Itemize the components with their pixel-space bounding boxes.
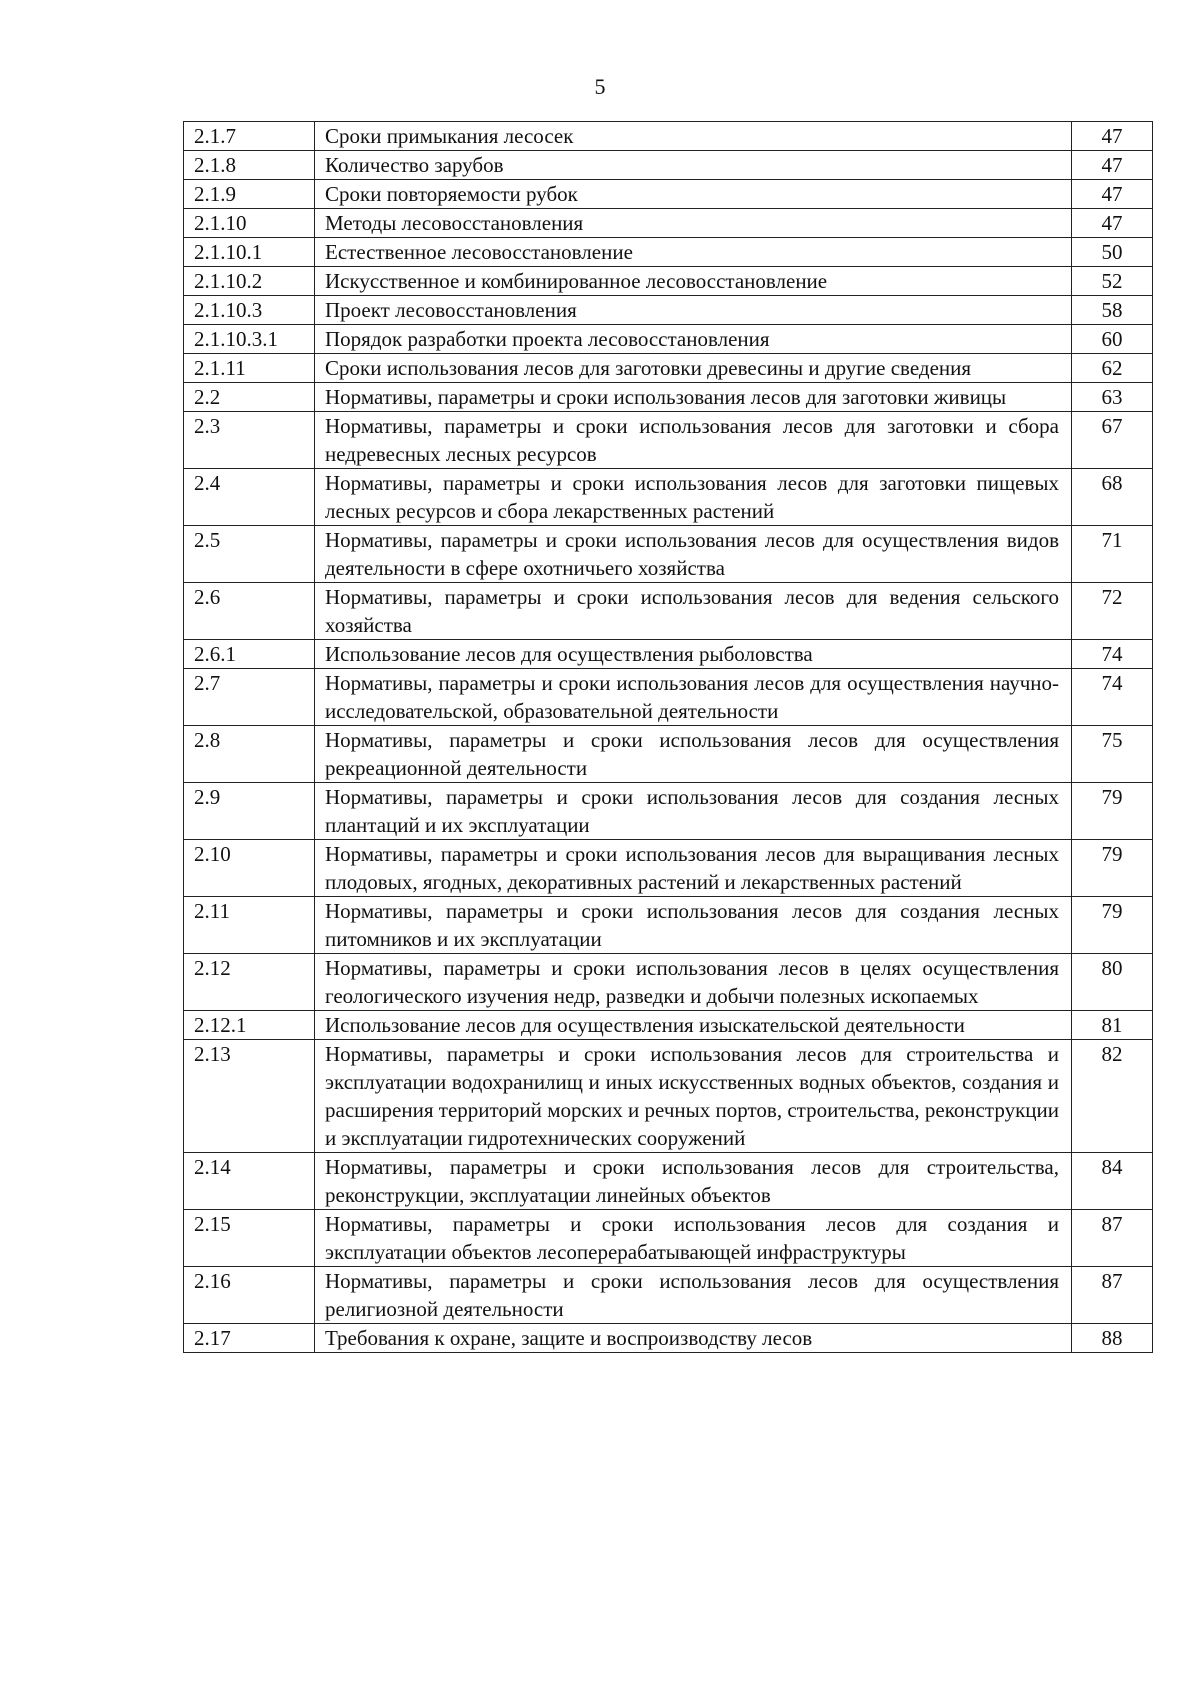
toc-row <box>184 209 1153 238</box>
toc-page-number: 81 <box>1072 1011 1153 1040</box>
toc-section-number: 2.9 <box>184 783 315 840</box>
toc-section-number: 2.16 <box>184 1267 315 1324</box>
toc-row <box>184 1267 1153 1324</box>
toc-page-number: 62 <box>1072 354 1153 383</box>
toc-section-number: 2.4 <box>184 469 315 526</box>
toc-row <box>184 354 1153 383</box>
toc-section-number: 2.11 <box>184 897 315 954</box>
toc-section-title: Нормативы, параметры и сроки использования лесов для выращивания лесных плодовых, ягодных, декоративных растений и лекарственных растений <box>315 840 1072 897</box>
toc-row <box>184 726 1153 783</box>
toc-page-number: 80 <box>1072 954 1153 1011</box>
toc-body <box>184 122 1153 1353</box>
toc-section-number: 2.14 <box>184 1153 315 1210</box>
toc-row <box>184 296 1153 325</box>
toc-page-number: 79 <box>1072 840 1153 897</box>
toc-section-number: 2.15 <box>184 1210 315 1267</box>
toc-section-number: 2.8 <box>184 726 315 783</box>
toc-section-number: 2.6 <box>184 583 315 640</box>
toc-page-number: 60 <box>1072 325 1153 354</box>
toc-section-title: Проект лесовосстановления <box>315 296 1072 325</box>
toc-row <box>184 1011 1153 1040</box>
toc-section-number: 2.1.10 <box>184 209 315 238</box>
toc-section-title: Использование лесов для осуществления изыскательской деятельности <box>315 1011 1072 1040</box>
toc-row <box>184 1324 1153 1353</box>
toc-page-number: 74 <box>1072 640 1153 669</box>
toc-page-number: 84 <box>1072 1153 1153 1210</box>
toc-row <box>184 1153 1153 1210</box>
toc-section-title: Нормативы, параметры и сроки использования лесов для ведения сельского хозяйства <box>315 583 1072 640</box>
toc-row <box>184 267 1153 296</box>
toc-section-number: 2.10 <box>184 840 315 897</box>
toc-section-number: 2.12.1 <box>184 1011 315 1040</box>
toc-page-number: 47 <box>1072 209 1153 238</box>
toc-page-number: 67 <box>1072 412 1153 469</box>
toc-section-number: 2.2 <box>184 383 315 412</box>
toc-page-number: 47 <box>1072 180 1153 209</box>
table-of-contents <box>183 121 1153 1353</box>
toc-row <box>184 238 1153 267</box>
toc-section-title: Нормативы, параметры и сроки использования лесов для заготовки живицы <box>315 383 1072 412</box>
toc-row <box>184 151 1153 180</box>
toc-section-number: 2.1.9 <box>184 180 315 209</box>
toc-page-number: 75 <box>1072 726 1153 783</box>
toc-page-number: 74 <box>1072 669 1153 726</box>
toc-section-number: 2.6.1 <box>184 640 315 669</box>
toc-page-number: 82 <box>1072 1040 1153 1153</box>
toc-section-title: Сроки примыкания лесосек <box>315 122 1072 151</box>
toc-row <box>184 180 1153 209</box>
toc-page-number: 63 <box>1072 383 1153 412</box>
toc-section-title: Количество зарубов <box>315 151 1072 180</box>
toc-section-number: 2.1.8 <box>184 151 315 180</box>
toc-section-title: Нормативы, параметры и сроки использования лесов для осуществления рекреационной деятельности <box>315 726 1072 783</box>
toc-section-title: Нормативы, параметры и сроки использования лесов для осуществления видов деятельности в сфере охотничьего хозяйства <box>315 526 1072 583</box>
toc-section-title: Использование лесов для осуществления рыболовства <box>315 640 1072 669</box>
toc-section-title: Методы лесовосстановления <box>315 209 1072 238</box>
toc-page-number: 68 <box>1072 469 1153 526</box>
toc-row <box>184 526 1153 583</box>
toc-row <box>184 412 1153 469</box>
toc-section-title: Сроки повторяемости рубок <box>315 180 1072 209</box>
toc-page-number: 72 <box>1072 583 1153 640</box>
toc-section-number: 2.7 <box>184 669 315 726</box>
toc-row <box>184 840 1153 897</box>
toc-section-title: Нормативы, параметры и сроки использования лесов для создания и эксплуатации объектов лесоперерабатывающей инфраструктуры <box>315 1210 1072 1267</box>
toc-page-number: 87 <box>1072 1267 1153 1324</box>
page-number: 5 <box>594 74 606 99</box>
toc-section-title: Требования к охране, защите и воспроизводству лесов <box>315 1324 1072 1353</box>
toc-section-title: Нормативы, параметры и сроки использования лесов для создания лесных плантаций и их эксплуатации <box>315 783 1072 840</box>
toc-section-title: Нормативы, параметры и сроки использования лесов для заготовки пищевых лесных ресурсов и сбора лекарственных растений <box>315 469 1072 526</box>
toc-page-number: 50 <box>1072 238 1153 267</box>
toc-page-number: 58 <box>1072 296 1153 325</box>
toc-row <box>184 783 1153 840</box>
toc-section-number: 2.1.11 <box>184 354 315 383</box>
toc-section-title: Нормативы, параметры и сроки использования лесов для строительства и эксплуатации водохранилищ и иных искусственных водных объектов, создания и расширения территорий морских и речных портов, строительства, реконструкции и эксплуатации гидротехнических сооружений <box>315 1040 1072 1153</box>
toc-section-number: 2.5 <box>184 526 315 583</box>
toc-row <box>184 897 1153 954</box>
toc-section-title: Нормативы, параметры и сроки использования лесов для заготовки и сбора недревесных лесных ресурсов <box>315 412 1072 469</box>
toc-page-number: 87 <box>1072 1210 1153 1267</box>
toc-row <box>184 669 1153 726</box>
toc-section-title: Нормативы, параметры и сроки использования лесов в целях осуществления геологического изучения недр, разведки и добычи полезных ископаемых <box>315 954 1072 1011</box>
toc-section-number: 2.13 <box>184 1040 315 1153</box>
toc-page-number: 79 <box>1072 783 1153 840</box>
toc-section-number: 2.3 <box>184 412 315 469</box>
toc-row <box>184 640 1153 669</box>
toc-section-title: Нормативы, параметры и сроки использования лесов для строительства, реконструкции, эксплуатации линейных объектов <box>315 1153 1072 1210</box>
toc-row <box>184 325 1153 354</box>
toc-row <box>184 1210 1153 1267</box>
toc-section-number: 2.1.10.1 <box>184 238 315 267</box>
toc-row <box>184 383 1153 412</box>
toc-page-number: 47 <box>1072 151 1153 180</box>
toc-page-number: 52 <box>1072 267 1153 296</box>
toc-row <box>184 954 1153 1011</box>
toc-section-number: 2.1.10.3 <box>184 296 315 325</box>
toc-row <box>184 1040 1153 1153</box>
toc-row <box>184 122 1153 151</box>
toc-page-number: 88 <box>1072 1324 1153 1353</box>
toc-section-title: Искусственное и комбинированное лесовосстановление <box>315 267 1072 296</box>
toc-page-number: 71 <box>1072 526 1153 583</box>
toc-section-title: Порядок разработки проекта лесовосстановления <box>315 325 1072 354</box>
toc-section-number: 2.1.10.3.1 <box>184 325 315 354</box>
toc-row <box>184 469 1153 526</box>
toc-page-number: 79 <box>1072 897 1153 954</box>
toc-section-title: Естественное лесовосстановление <box>315 238 1072 267</box>
toc-section-number: 2.1.10.2 <box>184 267 315 296</box>
toc-section-number: 2.12 <box>184 954 315 1011</box>
toc-section-title: Нормативы, параметры и сроки использования лесов для осуществления религиозной деятельности <box>315 1267 1072 1324</box>
toc-section-title: Сроки использования лесов для заготовки древесины и другие сведения <box>315 354 1072 383</box>
toc-row <box>184 583 1153 640</box>
toc-section-number: 2.1.7 <box>184 122 315 151</box>
toc-section-title: Нормативы, параметры и сроки использования лесов для осуществления научно-исследовательской, образовательной деятельности <box>315 669 1072 726</box>
toc-page-number: 47 <box>1072 122 1153 151</box>
toc-section-title: Нормативы, параметры и сроки использования лесов для создания лесных питомников и их эксплуатации <box>315 897 1072 954</box>
toc-section-number: 2.17 <box>184 1324 315 1353</box>
